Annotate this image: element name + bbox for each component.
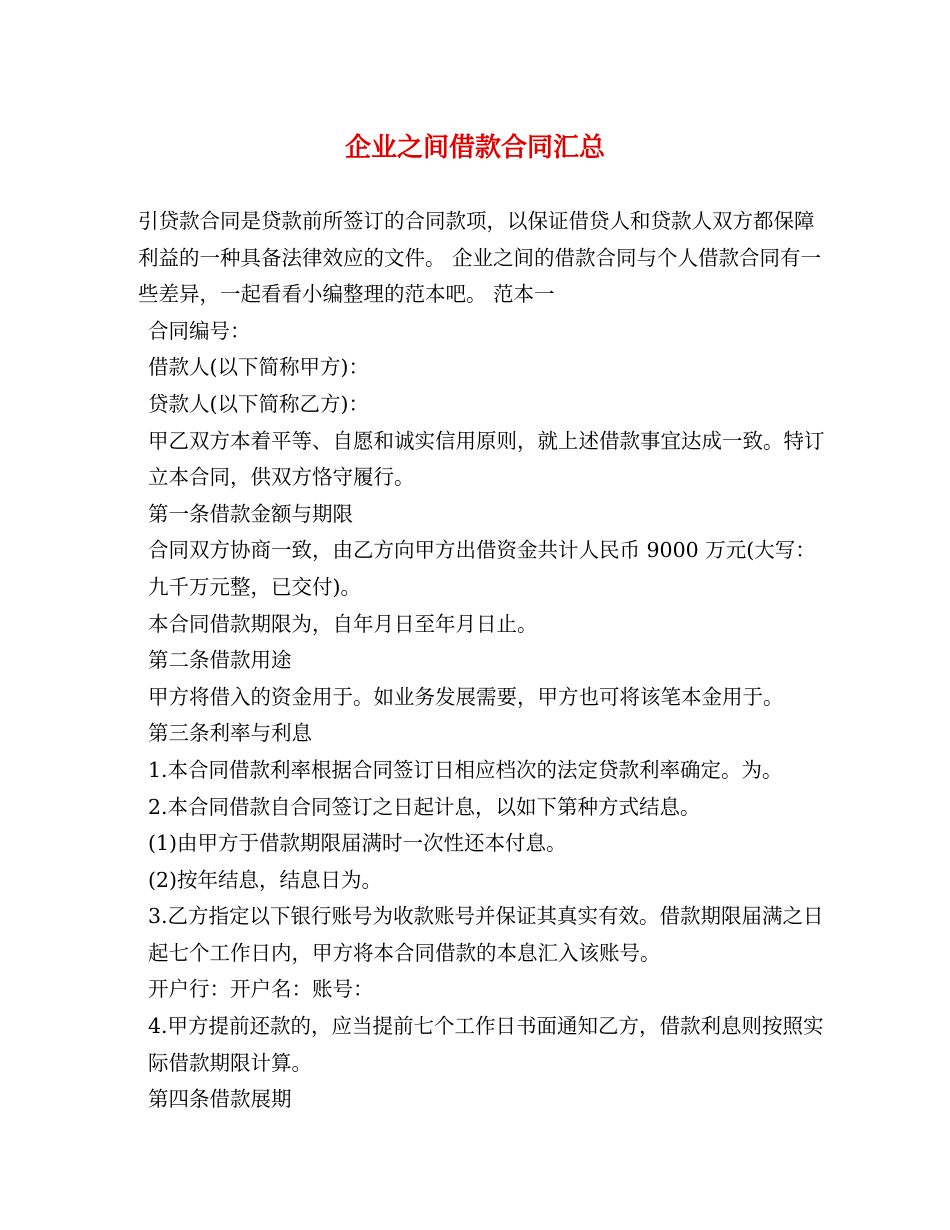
paragraph: 甲方将借入的资金用于。如业务发展需要，甲方也可将该笔本金用于。	[148, 684, 784, 709]
paragraph: 引贷款合同是贷款前所签订的合同款项，以保证借贷人和贷款人双方都保障利益的一种具备法律效应的文件。 企业之间的借款合同与个人借款合同有一些差异，一起看看小编整理的范本吧。 范本一	[138, 209, 822, 307]
paragraph: 4.甲方提前还款的，应当提前七个工作日书面通知乙方，借款利息则按照实际借款期限计算。	[148, 1014, 824, 1075]
paragraph: 第一条借款金额与期限	[148, 501, 353, 526]
paragraph: 第四条借款展期	[148, 1087, 292, 1112]
paragraph: 第二条借款用途	[148, 648, 292, 673]
paragraph: 3.乙方指定以下银行账号为收款账号并保证其真实有效。借款期限届满之日起七个工作日内，甲方将本合同借款的本息汇入该账号。	[148, 904, 824, 965]
paragraph: 贷款人(以下简称乙方)：	[148, 391, 369, 416]
paragraph: 开户行：开户名：账号：	[148, 977, 374, 1002]
paragraph: 2.本合同借款自合同签订之日起计息，以如下第种方式结息。	[148, 794, 701, 819]
paragraph: 1.本合同借款利率根据合同签订日相应档次的法定贷款利率确定。为。	[148, 757, 783, 782]
paragraph: 第三条利率与利息	[148, 721, 312, 746]
paragraph: (2)按年结息，结息日为。	[148, 867, 383, 892]
paragraph: 合同编号：	[148, 318, 251, 343]
paragraph: 借款人(以下简称甲方)：	[148, 355, 369, 380]
document-title: 企业之间借款合同汇总	[344, 133, 605, 163]
paragraph: (1)由甲方于借款期限届满时一次性还本付息。	[148, 831, 567, 856]
paragraph: 本合同借款期限为，自年月日至年月日止。	[148, 611, 538, 636]
document-body	[138, 203, 828, 1118]
paragraph: 甲乙双方本着平等、自愿和诚实信用原则，就上述借款事宜达成一致。特订立本合同，供双方恪守履行。	[148, 428, 825, 490]
paragraph: 合同双方协商一致，由乙方向甲方出借资金共计人民币 9000 万元(大写：九千万元整，已交付)。	[148, 538, 816, 599]
